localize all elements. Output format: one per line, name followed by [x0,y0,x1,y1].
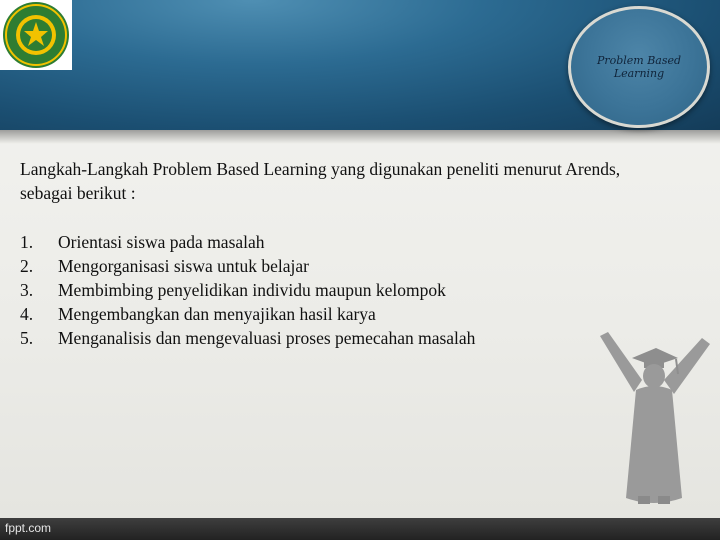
list-text: Membimbing penyelidikan individu maupun kelompok [58,280,446,300]
footer-bar [0,518,720,540]
footer-brand: fppt.com [5,521,52,535]
list-number: 1. [20,232,34,252]
list-text: Menganalisis dan mengevaluasi proses pemecahan masalah [58,328,476,348]
topic-badge [568,6,710,128]
list-text: Mengembangkan dan menyajikan hasil karya [58,304,376,324]
list-number: 3. [20,280,34,300]
list-number: 2. [20,256,34,276]
steps-list [20,230,475,350]
university-logo [0,0,72,70]
list-number: 5. [20,328,34,348]
list-item [20,278,475,302]
list-text: Mengorganisasi siswa untuk belajar [58,256,309,276]
list-item [20,254,475,278]
list-item [20,230,475,254]
intro-text: Langkah-Langkah Problem Based Learning yang digunakan peneliti menurut Arends, sebagai berikut : [20,159,621,203]
badge-title: Problem Based Learning [596,54,682,80]
list-number: 4. [20,304,34,324]
list-item [20,326,475,350]
graduate-silhouette-icon [590,318,720,518]
list-item [20,302,475,326]
university-seal-icon [0,0,72,70]
header-shadow [0,130,720,144]
list-text: Orientasi siswa pada masalah [58,232,265,252]
